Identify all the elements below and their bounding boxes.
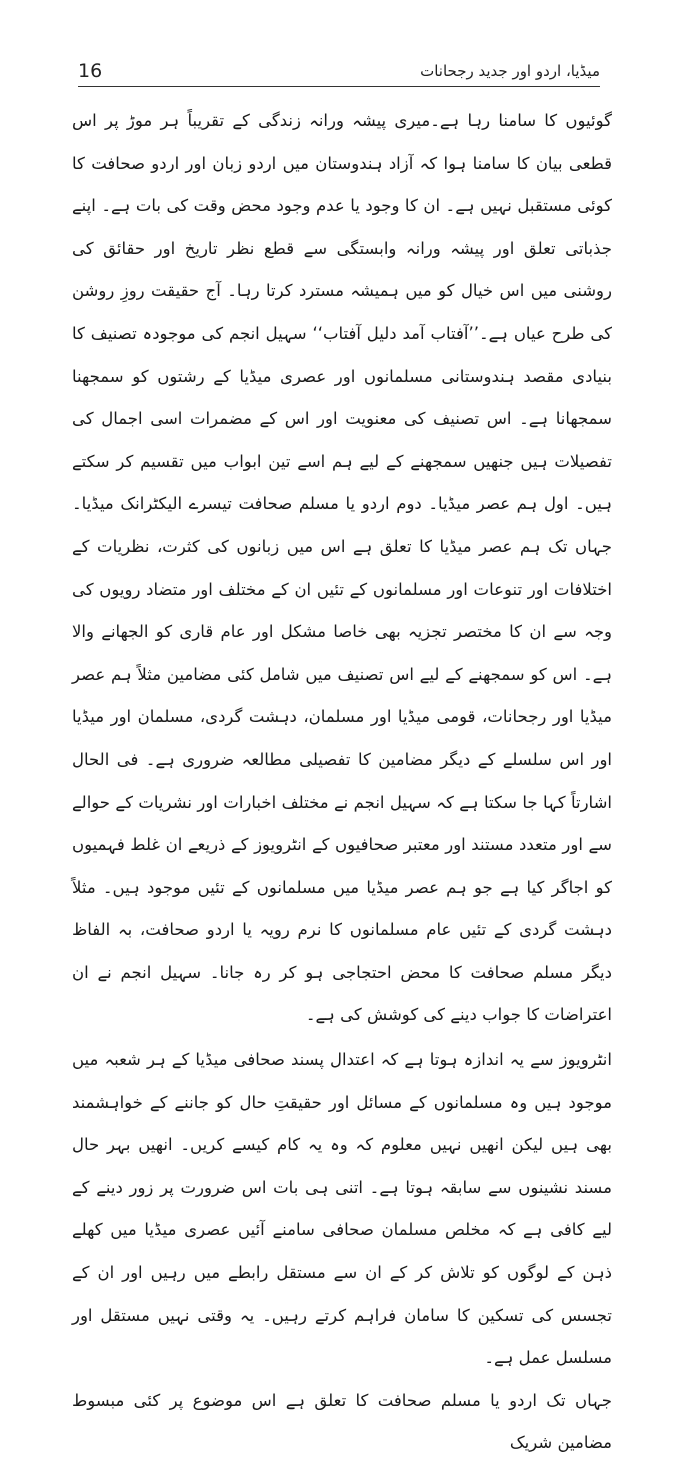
paragraph-2: انٹرویوز سے یہ اندازہ ہوتا ہے کہ اعتدال پسند صحافی میڈیا کے ہر شعبہ میں موجود ہیں وہ مسلمانوں کے مسائل اور حقیقتِ حال کو جاننے کے خواہشمند بھی ہیں لیکن انھیں نہیں معلوم کہ وہ یہ کام کیسے کریں۔ انھیں بہر حال مسند نشینوں سے سابقہ ہوتا ہے۔ اتنی ہی بات اس ضرورت پر زور دینے کے لیے کافی ہے کہ مخلص مسلمان صحافی سامنے آئیں عصری میڈیا میں کھلے ذہن کے لوگوں کو تلاش کر کے ان سے مستقل رابطے میں رہیں اور ان کے تجسس کی تسکین کا سامان فراہم کرتے رہیں۔ یہ وقتی نہیں مستقل اور مسلسل عمل ہے۔ — [72, 1050, 612, 1368]
running-head: میڈیا، اردو اور جدید رجحانات — [420, 62, 600, 80]
paragraph-3: جہاں تک اردو یا مسلم صحافت کا تعلق ہے اس موضوع پر کئی مبسوط مضامین شریک — [72, 1390, 612, 1453]
page-header — [78, 54, 600, 88]
header-rule — [78, 86, 600, 87]
page-number: 16 — [78, 60, 103, 82]
paragraph-1: گوئیوں کا سامنا رہا ہے۔میری پیشہ ورانہ زندگی کے تقریباً ہر موڑ پر اس قطعی بیان کا سامنا ہوا کہ آزاد ہندوستان میں اردو زبان اور اردو صحافت کا کوئی مستقبل نہیں ہے۔ ان کا وجود یا عدم وجود محض وقت کی بات ہے۔ اپنے جذباتی تعلق اور پیشہ ورانہ وابستگی سے قطع نظر تاریخ اور حقائق کی روشنی میں اس خیال کو میں ہمیشہ مسترد کرتا رہا۔ آج حقیقت روزِ روشن کی طرح عیاں ہے۔’’آفتاب آمد دلیل آفتاب‘‘ سہیل انجم کی موجودہ تصنیف کا بنیادی مقصد ہندوستانی مسلمانوں اور عصری میڈیا کے رشتوں کو سمجھنا سمجھانا ہے۔ اس تصنیف کی معنویت اور اس کے مضمرات اسی اجمال کی تفصیلات ہیں جنھیں سمجھنے کے لیے ہم اسے تین ابواب میں تقسیم کر سکتے ہیں۔ اول ہم عصر میڈیا۔ دوم اردو یا مسلم صحافت تیسرے الیکٹرانک میڈیا۔ جہاں تک ہم عصر میڈیا کا تعلق ہے اس میں زبانوں کی کثرت، نظریات کے اختلافات اور تنوعات اور مسلمانوں کے تئیں ان کے مختلف اور متضاد رویوں کی وجہ سے ان کا مختصر تجزیہ بھی خاصا مشکل اور عام قاری کو الجھانے والا ہے۔ اس کو سمجھنے کے لیے اس تصنیف میں شامل کئی مضامین مثلاً ہم عصر میڈیا اور رجحانات، قومی میڈیا اور مسلمان، دہشت گردی، مسلمان اور میڈیا اور اس سلسلے کے دیگر مضامین کا تفصیلی مطالعہ ضروری ہے۔ فی الحال اشارتاً کہا جا سکتا ہے کہ سہیل انجم نے مختلف اخبارات اور نشریات کے حوالے سے اور متعدد مستند اور معتبر صحافیوں کے انٹرویوز کے ذریعے ان غلط فہمیوں کو اجاگر کیا ہے جو ہم عصر میڈیا میں مسلمانوں کے تئیں موجود ہیں۔ مثلاً دہشت گردی کے تئیں عام مسلمانوں کا نرم رویہ یا اردو صحافت، بہ الفاظ دیگر مسلم صحافت کا محض احتجاجی ہو کر رہ جانا۔ سہیل انجم نے ان اعتراضات کا جواب دینے کی کوشش کی ہے۔ — [72, 111, 612, 1025]
body-text — [72, 100, 612, 1465]
